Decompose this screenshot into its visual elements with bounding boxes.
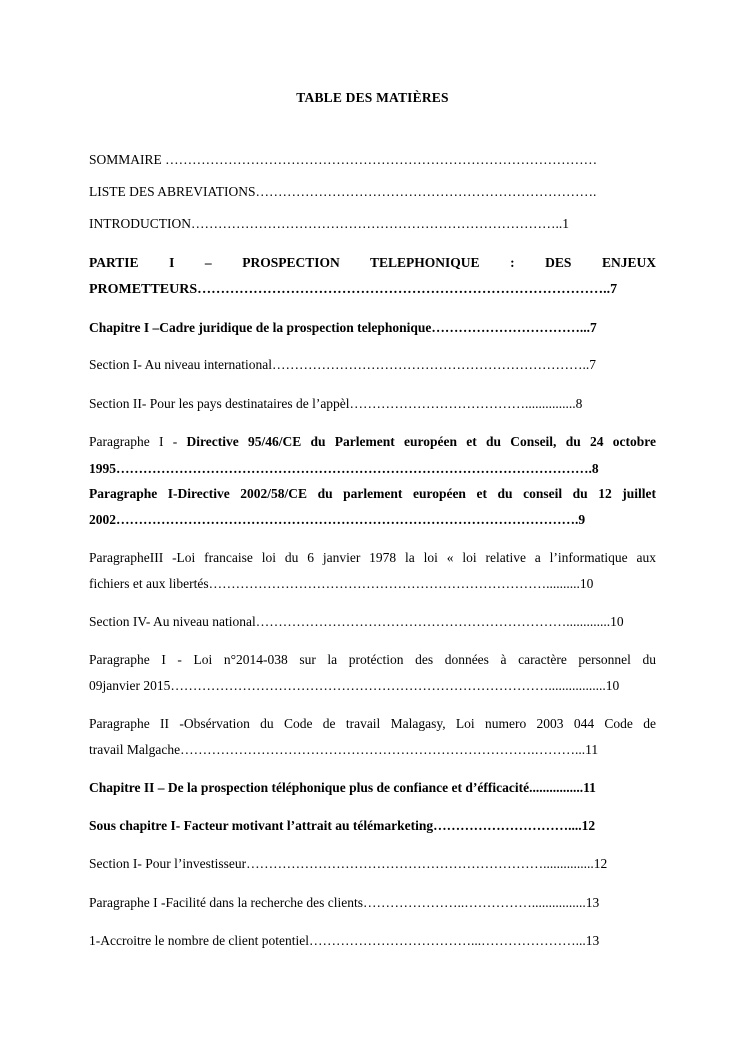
- toc-entry-paragraphe-loi-2014[interactable]: Paragraphe I - Loi n°2014-038 sur la protéction des données à caractère personnel du: [89, 652, 656, 667]
- toc-entry-abreviations[interactable]: LISTE DES ABREVIATIONS………………………………………………………………….: [89, 184, 597, 199]
- paragraphe-1-prefix: Paragraphe I -: [89, 434, 187, 449]
- toc-entry-partie-1[interactable]: PARTIE I – PROSPECTION TELEPHONIQUE : DES ENJEUX: [89, 255, 656, 270]
- toc-entry-section-investisseur[interactable]: Section I- Pour l’investisseur…………………………………………………………...............12: [89, 856, 608, 871]
- toc-entry-chapitre-1[interactable]: Chapitre I –Cadre juridique de la prospection telephonique……………………………...7: [89, 320, 597, 335]
- toc-entry-paragraphe-facilite[interactable]: Paragraphe I -Facilité dans la recherche des clients…………………..……………................13: [89, 895, 600, 910]
- toc-entry-paragraphe-i-2002[interactable]: Paragraphe I-Directive 2002/58/CE du parlement européen et du conseil du 12 juillet: [89, 486, 656, 501]
- toc-entry-paragraphe-1-cont[interactable]: 1995…………………………………………………………………………………………….8: [89, 461, 599, 476]
- page-title: TABLE DES MATIÈRES: [296, 90, 449, 105]
- toc-entry-paragraphe-2-cont[interactable]: travail Malgache…………………………………………………………………….………...11: [89, 742, 599, 757]
- toc-entry-chapitre-2[interactable]: Chapitre II – De la prospection téléphonique plus de confiance et d’éfficacité................11: [89, 780, 596, 795]
- toc-entry-paragraphe-1[interactable]: [89, 434, 656, 450]
- toc-entry-paragraphe-loi-2014-cont[interactable]: 09janvier 2015………………………………………………………………………….................10: [89, 678, 620, 693]
- toc-entry-sous-chapitre-1[interactable]: Sous chapitre I- Facteur motivant l’attrait au télémarketing…………………………....12: [89, 818, 596, 833]
- paragraphe-1-title: Directive 95/46/CE du Parlement européen et du Conseil, du 24 octobre: [186, 434, 656, 449]
- toc-entry-accroitre[interactable]: 1-Accroitre le nombre de client potentiel………………………………...…………………...13: [89, 933, 600, 948]
- toc-entry-paragraphe-3[interactable]: ParagrapheIII -Loi francaise loi du 6 janvier 1978 la loi « loi relative a l’informatique aux: [89, 550, 656, 565]
- toc-entry-paragraphe-i-2002-cont[interactable]: 2002………………………………………………………………………………………….9: [89, 512, 586, 527]
- toc-entry-introduction[interactable]: INTRODUCTION………………………………………………………………………..1: [89, 216, 569, 231]
- toc-entry-partie-1-cont[interactable]: PROMETTEURS……………………………………………………………………………..7: [89, 282, 618, 297]
- toc-entry-sommaire[interactable]: SOMMAIRE ……………………………………………………………………………………: [89, 152, 598, 167]
- toc-entry-paragraphe-2[interactable]: Paragraphe II -Obsérvation du Code de travail Malagasy, Loi numero 2003 044 Code de: [89, 716, 656, 731]
- toc-entry-section-1[interactable]: Section I- Au niveau international……………………………………………………………..7: [89, 357, 596, 372]
- toc-entry-paragraphe-3-cont[interactable]: fichiers et aux libertés…………………………………………………………………..........10: [89, 576, 594, 591]
- toc-entry-section-4[interactable]: Section IV- Au niveau national…………………………………………………………….............10: [89, 614, 624, 629]
- toc-entry-section-2[interactable]: Section II- Pour les pays destinataires de l’appèl…………………………………...............8: [89, 396, 583, 411]
